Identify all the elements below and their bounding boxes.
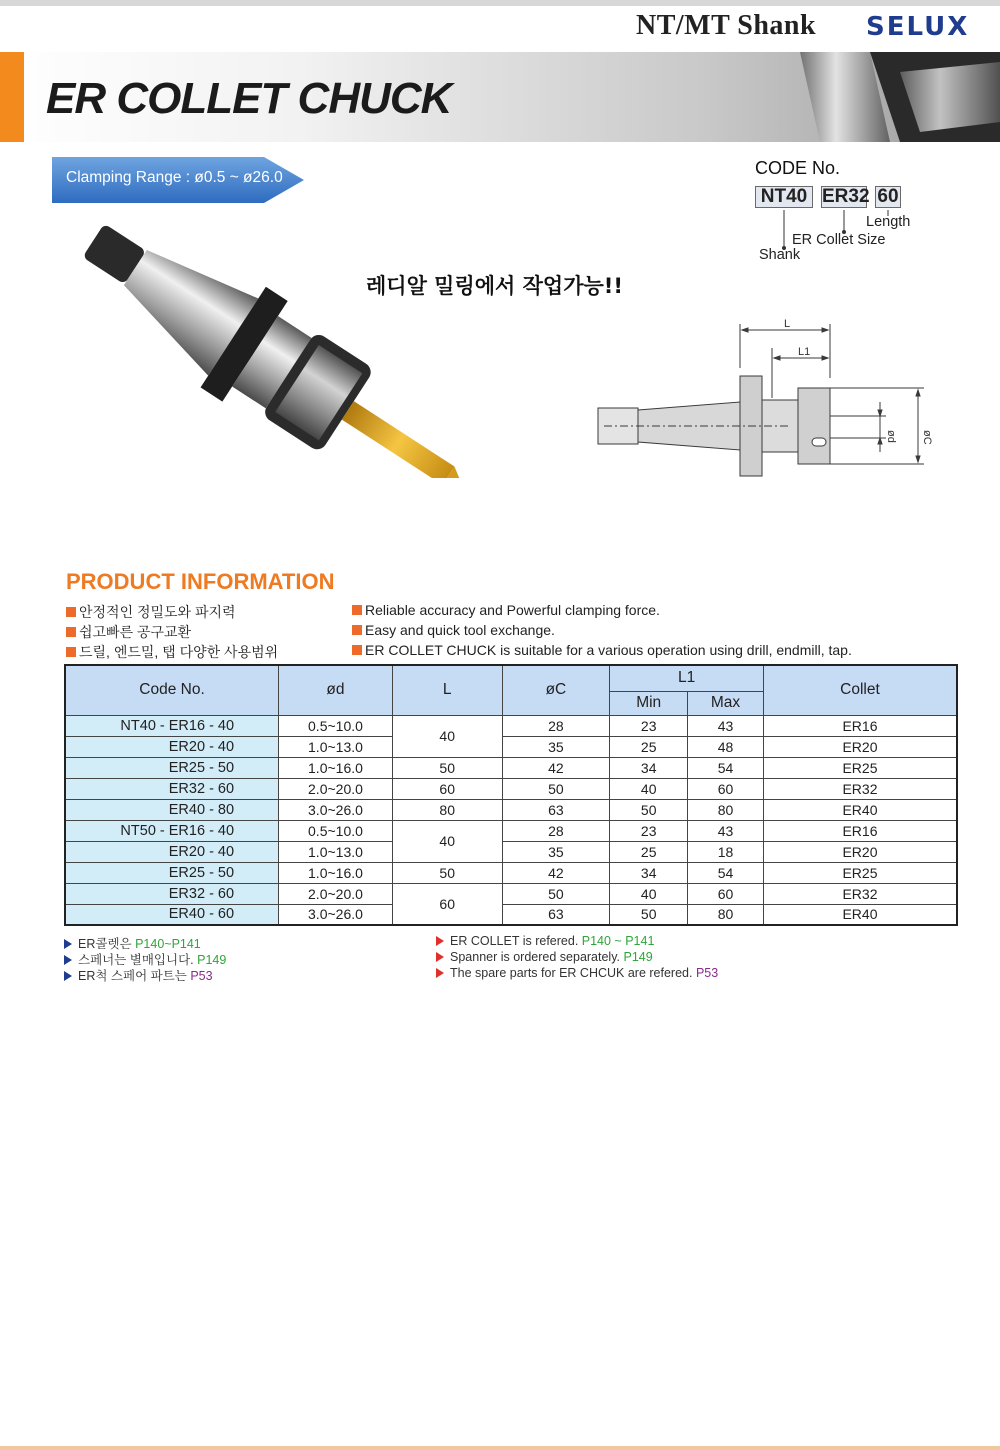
code-part-length: 60 [875, 186, 901, 208]
cell-C: 28 [502, 715, 610, 736]
triangle-bullet-icon [436, 936, 444, 946]
table-row [65, 862, 957, 883]
cell-min: 34 [610, 862, 688, 883]
triangle-bullet-icon [64, 955, 72, 965]
cell-d: 1.0~13.0 [279, 841, 393, 862]
dim-label-d: ød [885, 430, 897, 443]
col-header-code: Code No. [65, 665, 279, 715]
cell-d: 2.0~20.0 [279, 778, 393, 799]
note-ko-1: ER콜렛은 P140~P141 [64, 934, 201, 952]
page-title: ER COLLET CHUCK [46, 74, 452, 123]
cell-min: 34 [610, 757, 688, 778]
dim-label-L: L [784, 318, 791, 330]
feature-en-1: Reliable accuracy and Powerful clamping force. [352, 602, 660, 618]
top-rule [0, 0, 1000, 6]
cell-C: 50 [502, 883, 610, 904]
page-ref-link[interactable]: P53 [190, 969, 213, 983]
cell-C: 42 [502, 757, 610, 778]
cell-collet: ER40 [763, 799, 957, 820]
dim-label-C: øC [921, 430, 933, 445]
cell-max: 43 [688, 715, 764, 736]
triangle-bullet-icon [436, 952, 444, 962]
cell-max: 48 [688, 736, 764, 757]
cell-d: 0.5~10.0 [279, 820, 393, 841]
triangle-bullet-icon [436, 968, 444, 978]
bullet-square-icon [352, 625, 362, 635]
cell-d: 1.0~16.0 [279, 862, 393, 883]
brand-logo: SELUX [866, 12, 970, 42]
cell-collet: ER16 [763, 715, 957, 736]
cell-code: ER25 - 50 [65, 757, 279, 778]
feature-ko-1: 안정적인 정밀도와 파지력 [66, 602, 236, 622]
cell-C: 63 [502, 904, 610, 925]
cell-L: 60 [392, 778, 502, 799]
col-header-L1: L1 [610, 665, 764, 691]
cell-L: 40 [392, 715, 502, 757]
cell-max: 43 [688, 820, 764, 841]
cell-min: 25 [610, 736, 688, 757]
cell-max: 18 [688, 841, 764, 862]
cell-L: 60 [392, 883, 502, 925]
col-header-collet: Collet [763, 665, 957, 715]
cell-collet: ER32 [763, 883, 957, 904]
feature-ko-2: 쉽고빠른 공구교환 [66, 622, 191, 642]
cell-min: 50 [610, 904, 688, 925]
collet-chuck-photo [50, 218, 470, 478]
page-ref-link[interactable]: P149 [623, 950, 653, 964]
spec-table [64, 664, 958, 926]
clamping-range-tag [52, 157, 304, 203]
table-row [65, 904, 957, 925]
cell-L: 50 [392, 757, 502, 778]
bullet-square-icon [352, 645, 362, 655]
slogan: 레디알 밀링에서 작업가능!! [366, 274, 623, 298]
bullet-square-icon [66, 607, 76, 617]
cell-C: 42 [502, 862, 610, 883]
feature-en-3: ER COLLET CHUCK is suitable for a various operation using drill, endmill, tap. [352, 642, 852, 658]
cell-code: ER40 - 60 [65, 904, 279, 925]
note-en-2: Spanner is ordered separately. P149 [436, 950, 653, 964]
series-title: NT/MT Shank [636, 10, 817, 41]
triangle-bullet-icon [64, 971, 72, 981]
bottom-rule [0, 1446, 1000, 1450]
label-shank: Shank [759, 247, 801, 263]
cell-C: 35 [502, 841, 610, 862]
cell-d: 1.0~16.0 [279, 757, 393, 778]
cell-collet: ER32 [763, 778, 957, 799]
cell-max: 60 [688, 883, 764, 904]
cell-min: 23 [610, 715, 688, 736]
cell-C: 28 [502, 820, 610, 841]
cell-d: 3.0~26.0 [279, 904, 393, 925]
cell-d: 1.0~13.0 [279, 736, 393, 757]
col-header-C: øC [502, 665, 610, 715]
product-information-title: PRODUCT INFORMATION [66, 569, 335, 594]
cell-code: ER20 - 40 [65, 736, 279, 757]
page-ref-link[interactable]: P53 [695, 966, 719, 980]
col-header-d: ød [279, 665, 393, 715]
label-er-collet-size: ER Collet Size [792, 232, 886, 248]
cell-C: 63 [502, 799, 610, 820]
feature-ko-3: 드릴, 엔드밀, 탭 다양한 사용범위 [66, 642, 278, 662]
cell-max: 54 [688, 757, 764, 778]
cell-max: 60 [688, 778, 764, 799]
cell-code: NT50 - ER16 - 40 [65, 820, 279, 841]
cell-min: 23 [610, 820, 688, 841]
note-ko-2: 스페너는 별매입니다. P149 [64, 950, 226, 968]
table-row [65, 715, 957, 736]
cell-max: 80 [688, 799, 764, 820]
table-row [65, 778, 957, 799]
cell-code: ER25 - 50 [65, 862, 279, 883]
table-row [65, 820, 957, 841]
cell-max: 54 [688, 862, 764, 883]
cell-d: 0.5~10.0 [279, 715, 393, 736]
code-part-shank: NT40 [755, 186, 813, 208]
cell-max: 80 [688, 904, 764, 925]
note-en-3: The spare parts for ER CHCUK are refered. P53 [436, 966, 718, 980]
cell-min: 50 [610, 799, 688, 820]
table-row [65, 736, 957, 757]
cell-L: 80 [392, 799, 502, 820]
cell-collet: ER20 [763, 736, 957, 757]
cell-code: ER32 - 60 [65, 883, 279, 904]
cell-code: NT40 - ER16 - 40 [65, 715, 279, 736]
note-ko-3: ER척 스페어 파트는 P53 [64, 966, 213, 984]
bullet-square-icon [66, 627, 76, 637]
cell-min: 25 [610, 841, 688, 862]
cell-collet: ER40 [763, 904, 957, 925]
dim-label-L1: L1 [798, 346, 811, 358]
table-row [65, 841, 957, 862]
triangle-bullet-icon [64, 939, 72, 949]
cell-code: ER40 - 80 [65, 799, 279, 820]
label-length: Length [866, 214, 911, 230]
cell-d: 3.0~26.0 [279, 799, 393, 820]
dimension-drawing [590, 318, 950, 488]
col-header-L: L [392, 665, 502, 715]
cell-collet: ER25 [763, 862, 957, 883]
cell-collet: ER25 [763, 757, 957, 778]
cell-collet: ER20 [763, 841, 957, 862]
banner-accent-bar [0, 52, 24, 142]
table-row [65, 883, 957, 904]
page-ref-link[interactable]: P149 [197, 953, 227, 967]
cell-min: 40 [610, 883, 688, 904]
cell-C: 50 [502, 778, 610, 799]
feature-en-2: Easy and quick tool exchange. [352, 622, 555, 638]
col-header-min: Min [610, 691, 688, 715]
code-part-collet: ER32 [822, 186, 870, 207]
bullet-square-icon [352, 605, 362, 615]
cell-min: 40 [610, 778, 688, 799]
note-en-1: ER COLLET is refered. P140 ~ P141 [436, 934, 654, 948]
cell-collet: ER16 [763, 820, 957, 841]
table-row [65, 757, 957, 778]
cell-L: 50 [392, 862, 502, 883]
page-ref-link[interactable]: P140~P141 [135, 937, 201, 951]
table-row [65, 799, 957, 820]
code-no-title: CODE No. [755, 158, 841, 178]
cell-L: 40 [392, 820, 502, 862]
cell-d: 2.0~20.0 [279, 883, 393, 904]
clamping-range-text: Clamping Range : ø0.5 ~ ø26.0 [66, 169, 283, 186]
col-header-max: Max [688, 691, 764, 715]
bullet-square-icon [66, 647, 76, 657]
cell-C: 35 [502, 736, 610, 757]
cell-code: ER20 - 40 [65, 841, 279, 862]
cell-code: ER32 - 60 [65, 778, 279, 799]
page-ref-link[interactable]: P140 ~ P141 [581, 934, 655, 948]
